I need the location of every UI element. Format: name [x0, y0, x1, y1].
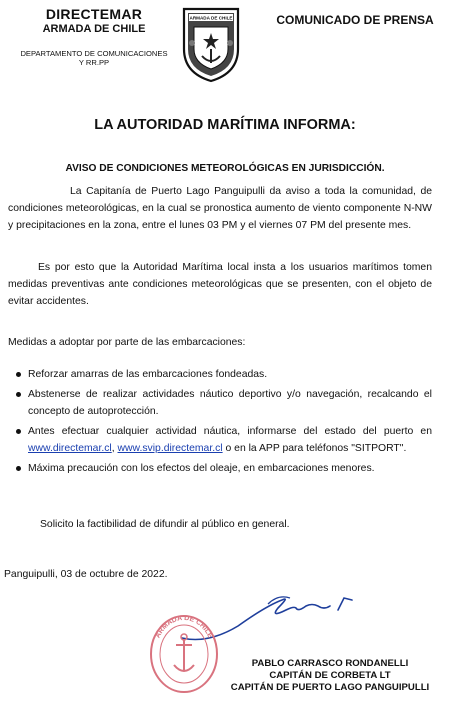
document-subtitle: AVISO DE CONDICIONES METEOROLÓGICAS EN JURISDICCIÓN. [65, 163, 385, 174]
measure-item: Abstenerse de realizar actividades náutico deportivo y/o navegación, recalcando el concepto de autoprotección. [8, 386, 432, 420]
signature-block [210, 658, 450, 694]
measure-item [8, 423, 432, 457]
measure-item: Máxima precaución con los efectos del oleaje, en embarcaciones menores. [8, 460, 432, 477]
org-name: DIRECTEMAR [45, 6, 143, 22]
svip-link[interactable]: www.svip.directemar.cl [117, 443, 223, 454]
org-subname: ARMADA DE CHILE [42, 23, 146, 35]
measures-list [8, 366, 432, 480]
document-title: LA AUTORIDAD MARÍTIMA INFORMA: [94, 117, 356, 133]
signer-name: PABLO CARRASCO RONDANELLI [251, 658, 409, 669]
measure-item: Reforzar amarras de las embarcaciones fondeadas. [8, 366, 432, 383]
measure-text: o en la APP para teléfonos "SITPORT". [222, 443, 407, 454]
directemar-link[interactable]: www.directemar.cl [28, 443, 112, 454]
navy-seal-logo [180, 3, 242, 83]
svg-text:ARMADA DE CHILE: ARMADA DE CHILE [189, 15, 233, 21]
measure-text: , [111, 443, 118, 454]
measure-text: Antes efectuar cualquier actividad náutica, informarse del estado del puerto en [28, 426, 432, 437]
paragraph-notice: La Capitanía de Puerto Lago Panguipulli da aviso a toda la comunidad, de condiciones meteorológicas, en la cual se pronostica aumento de viento componente N-NW y precipitaciones en la zona, entre el lunes 03 PM y el viernes 07 PM del presente mes. [8, 186, 432, 231]
svg-text:ARMADA DE CHILE: ARMADA DE CHILE [154, 614, 214, 640]
press-release-label: COMUNICADO DE PRENSA [276, 13, 434, 27]
org-header [4, 6, 184, 67]
closing-line: Solicito la factibilidad de difundir al público en general. [40, 519, 290, 530]
paragraph-request: Es por esto que la Autoridad Marítima local insta a los usuarios marítimos tomen medidas preventivas ante condiciones meteorológicas que se presenten, con el objeto de evitar accidentes. [8, 262, 432, 307]
paragraph-measures-intro: Medidas a adoptar por parte de las embarcaciones: [8, 337, 246, 348]
department-name: DEPARTAMENTO DE COMUNICACIONES Y RR.PP [20, 49, 168, 67]
date-line: Panguipulli, 03 de octubre de 2022. [4, 569, 168, 580]
signer-rank: CAPITÁN DE CORBETA LT [269, 670, 391, 681]
signer-post: CAPITÁN DE PUERTO LAGO PANGUIPULLI [230, 682, 430, 693]
